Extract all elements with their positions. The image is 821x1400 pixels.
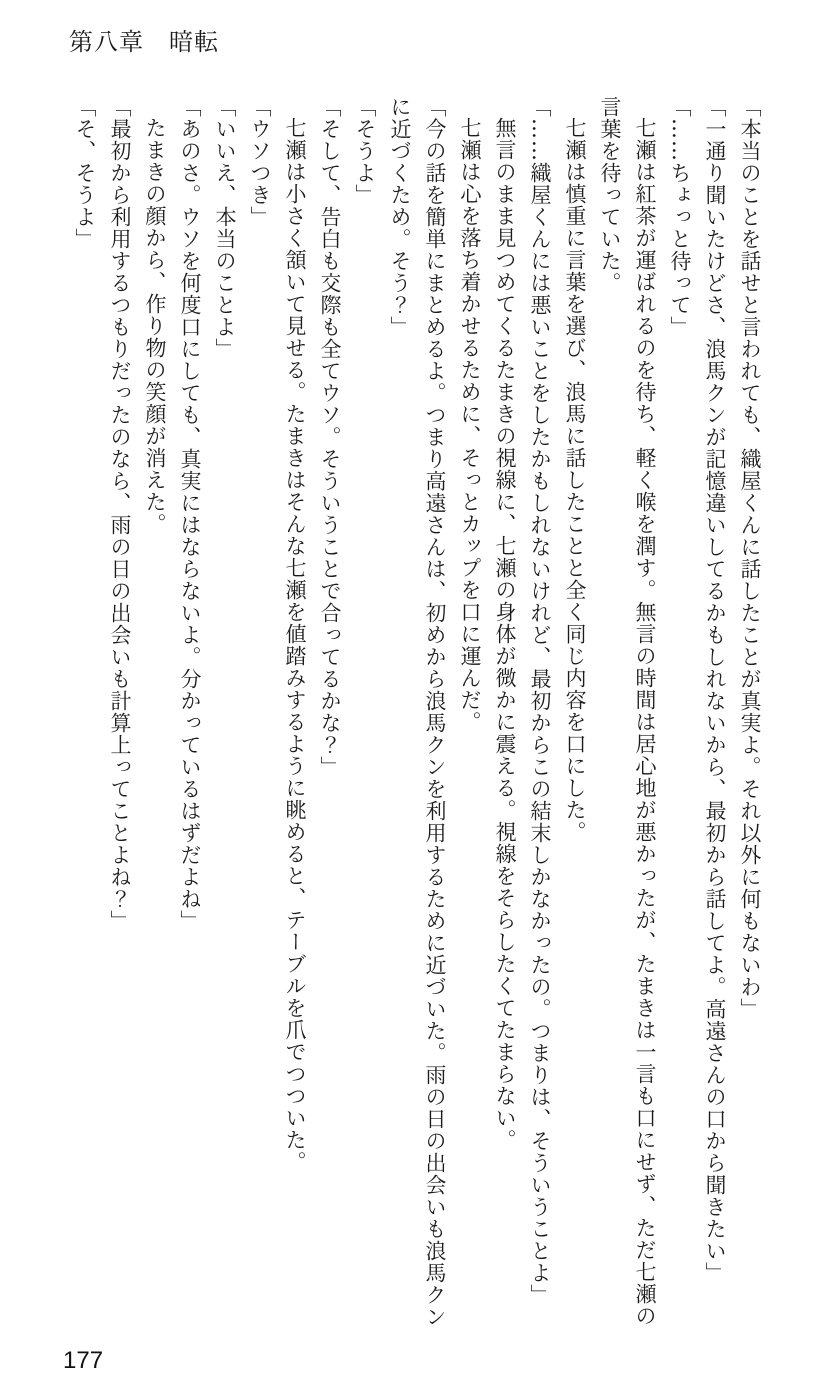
- chapter-heading: 第八章 暗転: [69, 28, 219, 56]
- paragraph-12: 七瀬は小さく頷いて見せる。たまきはそんな七瀬を値踏みするように眺めると、テーブルを爪でつついた。: [283, 117, 307, 1173]
- page-number: 177: [63, 1347, 104, 1374]
- paragraph-2: 「一通り聞いたけどさ、浪馬クンが記憶違いしてるかもしれないから、最初から話してよ。高遠さんの口から聞きたい」: [703, 96, 727, 1284]
- paragraph-10: 「そうよ」: [353, 96, 377, 206]
- paragraph-14: 「いいえ、本当のことよ」: [213, 96, 237, 360]
- paragraph-18: 「そ、そうよ」: [73, 96, 97, 250]
- paragraph-4: 七瀬は紅茶が運ばれるのを待ち、軽く喉を潤す。無言の時間は居心地が悪かったが、たまきは一言も口にせず、ただ七瀬の言葉を待っていた。: [598, 96, 657, 1327]
- paragraph-11: 「そして、告白も交際も全てウソ。そういうことで合ってるかな？」: [318, 96, 342, 778]
- paragraph-7: 無言のまま見つめてくるたまきの視線に、七瀬の身体が微かに震える。視線をそらしたくてたまらない。: [493, 117, 517, 1151]
- paragraph-9: 「今の話を簡単にまとめるよ。つまり高遠さんは、初めから浪馬クンを利用するために近づいた。雨の日の出会いも浪馬クンに近づくため。そう？」: [388, 96, 447, 1328]
- paragraph-17: 「最初から利用するつもりだったのなら、雨の日の出会いも計算上ってことよね？」: [108, 96, 132, 932]
- paragraph-13: 「ウソつき」: [248, 96, 272, 228]
- paragraph-16: たまきの顔から、作り物の笑顔が消えた。: [143, 117, 167, 535]
- paragraph-5: 七瀬は慎重に言葉を選び、浪馬に話したことと全く同じ内容を口にした。: [563, 117, 587, 843]
- paragraph-8: 七瀬は心を落ち着かせるために、そっとカップを口に運んだ。: [458, 117, 482, 733]
- paragraph-15: 「あのさ。ウソを何度口にしても、真実にはならないよ。分かっているはずだよね」: [178, 96, 202, 932]
- paragraph-1: 「本当のことを話せと言われても、織屋くんに話したことが真実よ。それ以外に何もないわ」: [738, 96, 762, 1020]
- paragraph-6: 「……織屋くんには悪いことをしたかもしれないけれど、最初からこの結末しかなかったの。つまりは、そういうことよ」: [528, 96, 552, 1306]
- page-text: [67, 96, 767, 1328]
- paragraph-3: 「……ちょっと待って」: [668, 96, 692, 338]
